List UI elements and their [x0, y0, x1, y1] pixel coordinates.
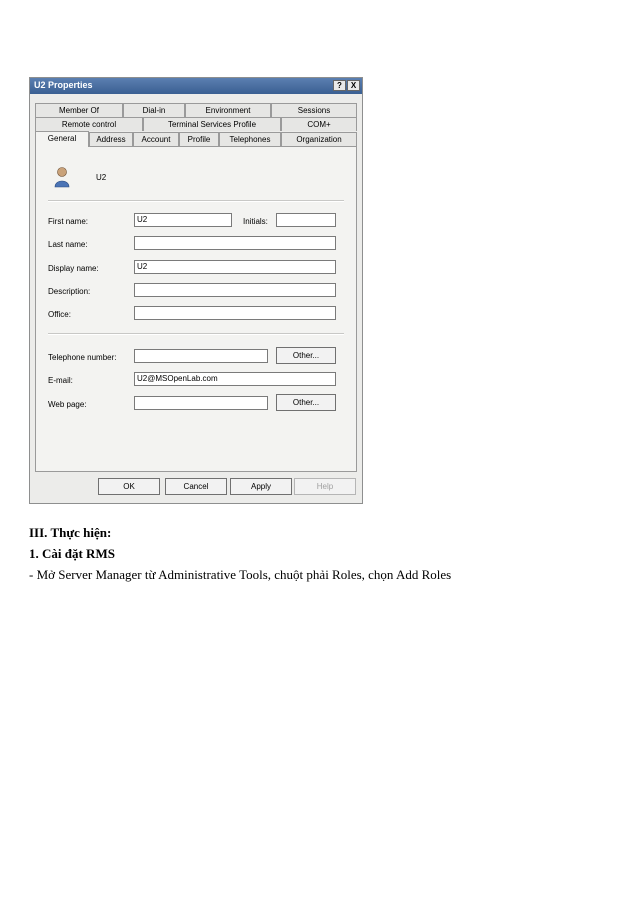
- general-tab-panel: [35, 146, 357, 472]
- webpage-label: Web page:: [48, 400, 87, 409]
- tab-sessions[interactable]: Sessions: [271, 103, 357, 117]
- help-button[interactable]: Help: [294, 478, 356, 495]
- tab-address[interactable]: Address: [89, 132, 133, 146]
- tab-profile[interactable]: Profile: [179, 132, 219, 146]
- title-bar: [30, 78, 362, 94]
- last-name-label: Last name:: [48, 240, 88, 249]
- user-avatar-icon: [52, 166, 72, 188]
- initials-field[interactable]: [276, 213, 336, 227]
- section-heading: III. Thực hiện:: [29, 525, 112, 540]
- initials-label: Initials:: [243, 217, 268, 226]
- telephone-label: Telephone number:: [48, 353, 117, 362]
- telephone-field[interactable]: [134, 349, 268, 363]
- tab-organization[interactable]: Organization: [281, 132, 357, 146]
- section-subheading: 1. Cài đặt RMS: [29, 546, 115, 561]
- cancel-button[interactable]: Cancel: [165, 478, 227, 495]
- webpage-other-button[interactable]: Other...: [276, 394, 336, 411]
- tab-com-plus[interactable]: COM+: [281, 117, 357, 131]
- first-name-label: First name:: [48, 217, 89, 226]
- tab-general[interactable]: General: [35, 131, 89, 147]
- description-field[interactable]: [134, 283, 336, 297]
- ok-button[interactable]: OK: [98, 478, 160, 495]
- display-name-field[interactable]: U2: [134, 260, 336, 274]
- tab-dial-in[interactable]: Dial-in: [123, 103, 185, 117]
- tab-telephones[interactable]: Telephones: [219, 132, 281, 146]
- separator: [48, 333, 344, 335]
- office-label: Office:: [48, 310, 71, 319]
- description-label: Description:: [48, 287, 91, 296]
- last-name-field[interactable]: [134, 236, 336, 250]
- tab-environment[interactable]: Environment: [185, 103, 271, 117]
- office-field[interactable]: [134, 306, 336, 320]
- tab-member-of[interactable]: Member Of: [35, 103, 123, 117]
- help-title-button[interactable]: ?: [333, 80, 346, 91]
- email-field[interactable]: U2@MSOpenLab.com: [134, 372, 336, 386]
- separator: [48, 200, 344, 202]
- tab-remote-control[interactable]: Remote control: [35, 117, 143, 131]
- email-label: E-mail:: [48, 376, 73, 385]
- webpage-field[interactable]: [134, 396, 268, 410]
- properties-dialog: [29, 77, 363, 504]
- display-name-label: Display name:: [48, 264, 99, 273]
- first-name-field[interactable]: U2: [134, 213, 232, 227]
- tab-account[interactable]: Account: [133, 132, 179, 146]
- instruction-paragraph: - Mở Server Manager từ Administrative Tools, chuột phải Roles, chọn Add Roles: [29, 567, 452, 582]
- apply-button[interactable]: Apply: [230, 478, 292, 495]
- close-button[interactable]: X: [347, 80, 360, 91]
- dialog-title: U2 Properties: [34, 80, 93, 90]
- tab-terminal-services-profile[interactable]: Terminal Services Profile: [143, 117, 281, 131]
- telephone-other-button[interactable]: Other...: [276, 347, 336, 364]
- user-name-label: U2: [96, 173, 107, 182]
